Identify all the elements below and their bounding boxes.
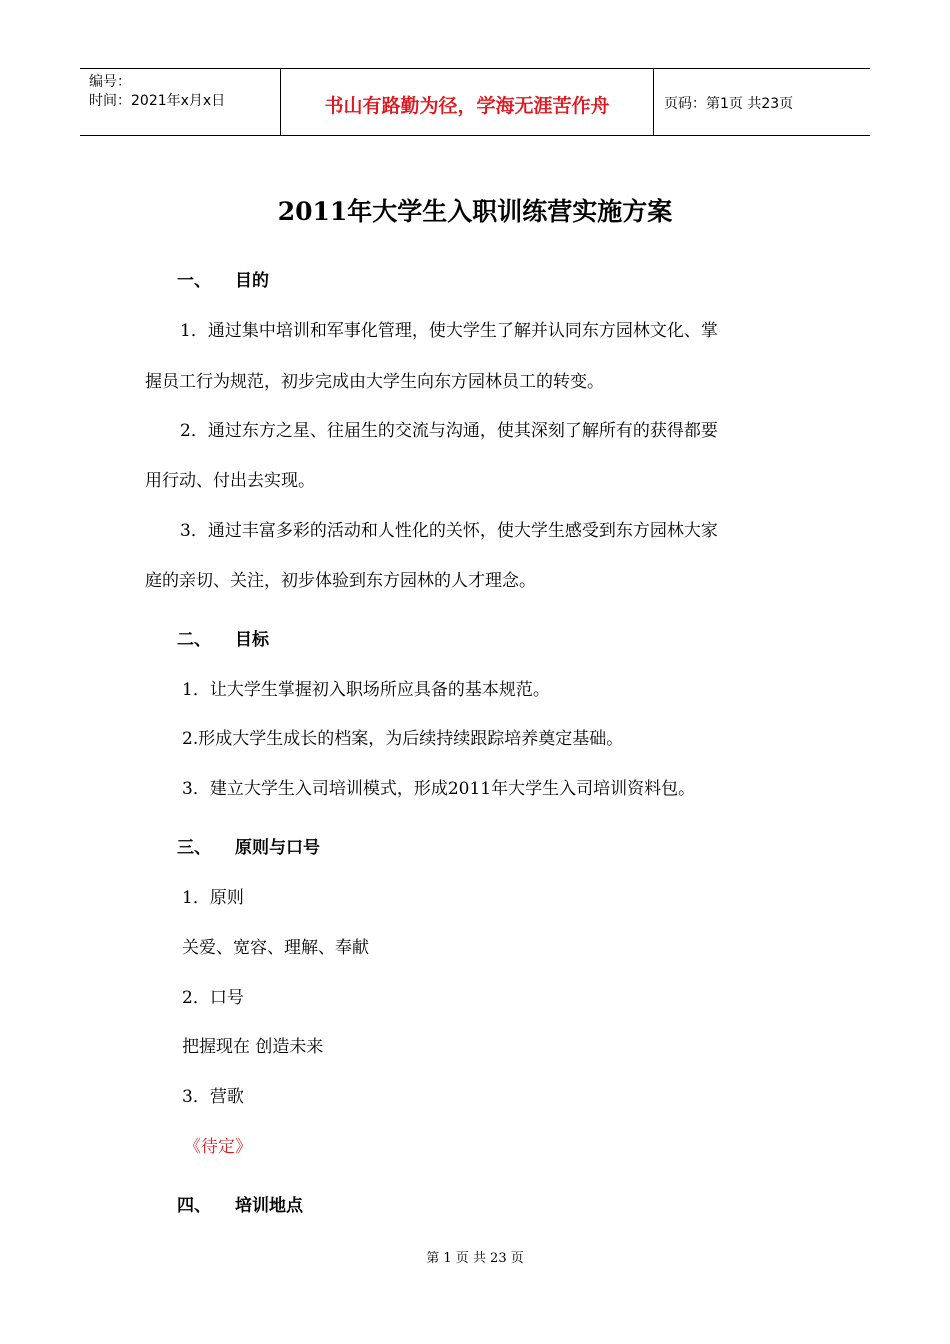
page-footer: 第 1 页 共 23 页 (426, 1251, 524, 1266)
list-item: 2．口号 (182, 988, 244, 1008)
paragraph-line: 1．通过集中培训和军事化管理，使大学生了解并认同东方园林文化、掌 (180, 321, 718, 341)
header-motto: 书山有路勤为径，学海无涯苦作舟 (281, 69, 654, 135)
section-heading-principles (177, 833, 320, 858)
list-item-text: 把握现在 创造未来 (182, 1037, 324, 1057)
list-item: 3．建立大学生入司培训模式，形成2011年大学生入司培训资料包。 (182, 779, 696, 799)
section-heading-location (177, 1191, 303, 1216)
document-title: 2011年大学生入职训练营实施方案 (277, 197, 673, 226)
paragraph-line: 用行动、付出去实现。 (145, 471, 315, 491)
header-page-info: 页码：第1页 共23页 (664, 96, 794, 112)
paragraph-line: 2．通过东方之星、往届生的交流与沟通，使其深刻了解所有的获得都要 (180, 421, 718, 441)
document-date: 时间：2021年x月x日 (89, 93, 226, 109)
section-number: 一、 (177, 271, 211, 291)
paragraph-line: 庭的亲切、关注，初步体验到东方园林的人才理念。 (145, 571, 536, 591)
section-title: 培训地点 (235, 1196, 303, 1216)
list-item: 1．让大学生掌握初入职场所应具备的基本规范。 (182, 680, 550, 700)
section-number: 三、 (177, 838, 211, 858)
header-meta (80, 69, 281, 135)
section-number: 二、 (177, 630, 211, 650)
list-item: 2.形成大学生成长的档案，为后续持续跟踪培养奠定基础。 (182, 729, 624, 749)
document-number-label: 编号： (89, 74, 131, 90)
section-heading-purpose (177, 266, 269, 291)
list-item: 3．营歌 (182, 1087, 244, 1107)
section-title: 原则与口号 (235, 838, 320, 858)
list-item-text: 关爱、宽容、理解、奉献 (182, 938, 369, 958)
list-item-text-pending: 《待定》 (184, 1137, 252, 1157)
list-item: 1．原则 (182, 888, 244, 908)
section-title: 目标 (235, 630, 269, 650)
paragraph-line: 3．通过丰富多彩的活动和人性化的关怀，使大学生感受到东方园林大家 (180, 521, 718, 541)
section-title: 目的 (235, 271, 269, 291)
paragraph-line: 握员工行为规范，初步完成由大学生向东方园林员工的转变。 (145, 372, 604, 392)
section-number: 四、 (177, 1196, 211, 1216)
page-header (80, 68, 870, 136)
section-heading-goals (177, 625, 269, 650)
